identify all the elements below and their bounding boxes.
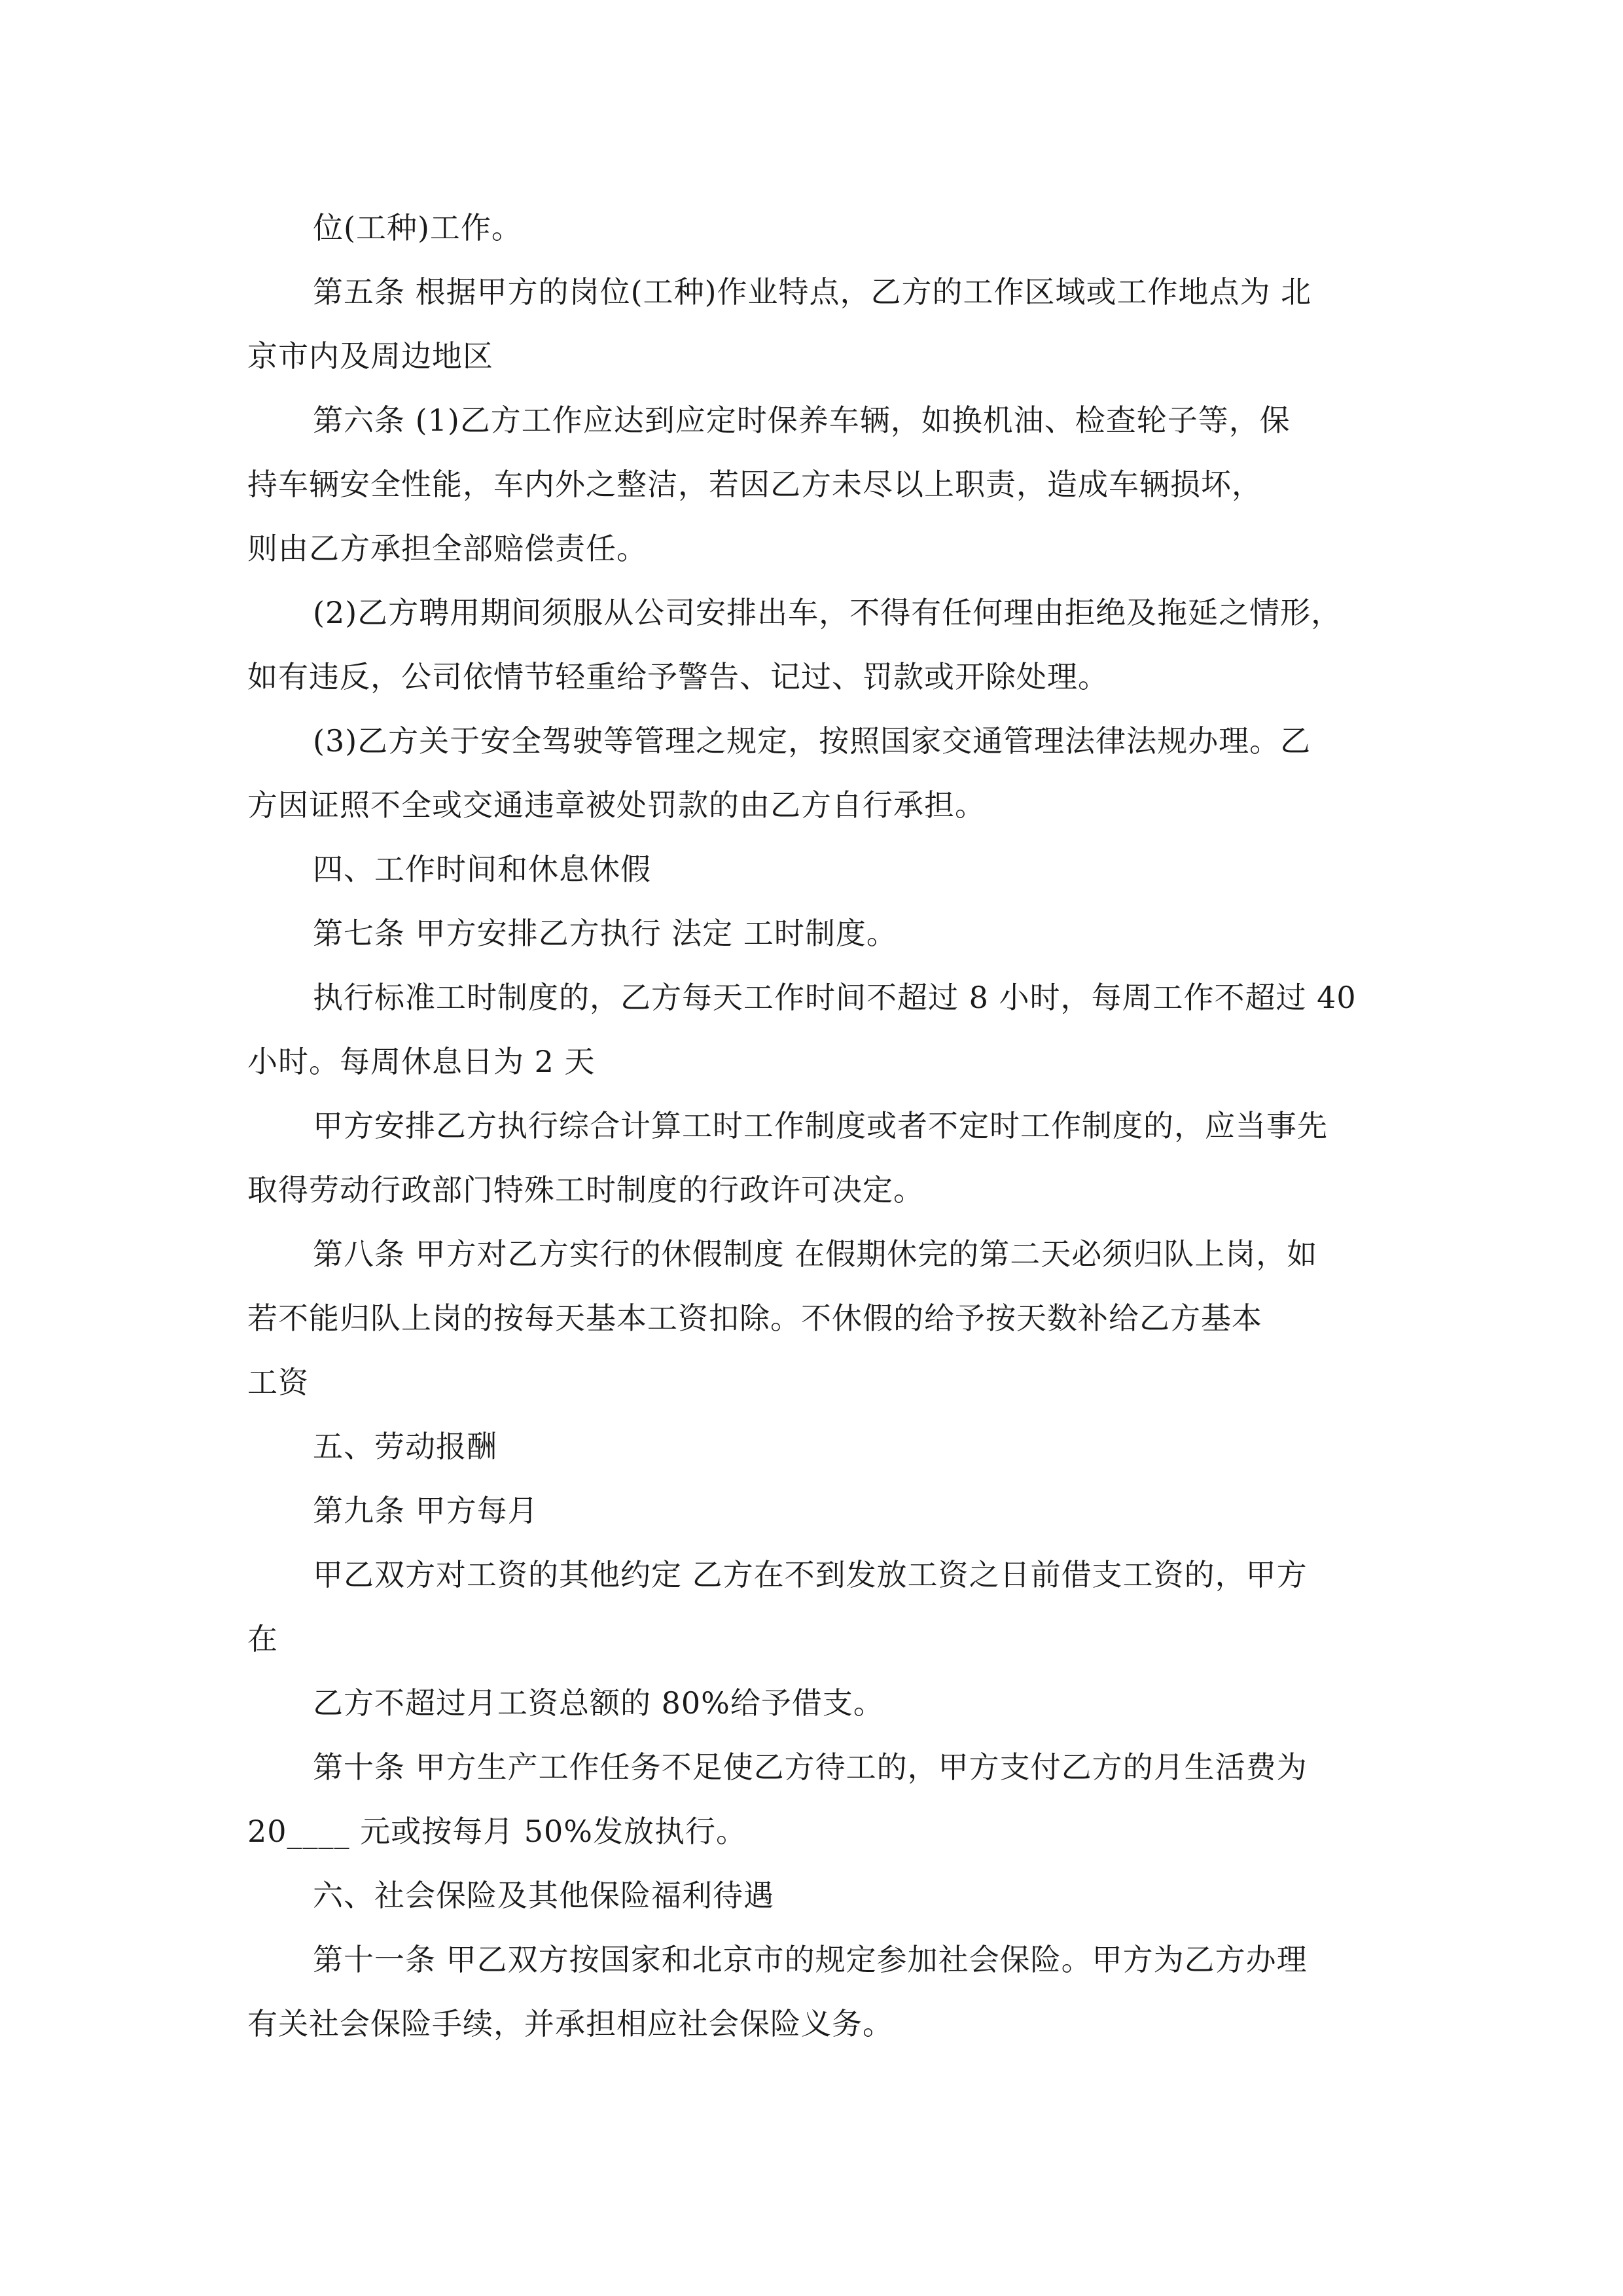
text-line: 则由乙方承担全部赔偿责任。	[247, 531, 647, 566]
text-line: 第六条 (1)乙方工作应达到应定时保养车辆，如换机油、检查轮子等，保	[313, 403, 1291, 438]
text-line: 在	[247, 1621, 278, 1657]
text-line: (3)乙方关于安全驾驶等管理之规定，按照国家交通管理法律法规办理。乙	[313, 723, 1311, 759]
text-line: 工资	[247, 1365, 309, 1400]
text-line: 第十条 甲方生产工作任务不足使乙方待工的，甲方支付乙方的月生活费为	[313, 1749, 1308, 1785]
text-line: 第十一条 甲乙双方按国家和北京市的规定参加社会保险。甲方为乙方办理	[313, 1942, 1308, 1977]
text-line: 小时。每周休息日为 2 天	[247, 1044, 596, 1079]
text-line: 乙方不超过月工资总额的 80%给予借支。	[313, 1685, 884, 1721]
section-heading: 五、劳动报酬	[313, 1429, 497, 1464]
text-line: 20____ 元或按每月 50%发放执行。	[247, 1814, 747, 1849]
text-line: 第九条 甲方每月	[313, 1493, 539, 1528]
text-line: 第八条 甲方对乙方实行的休假制度 在假期休完的第二天必须归队上岗，如	[313, 1236, 1318, 1272]
text-line: 如有违反，公司依情节轻重给予警告、记过、罚款或开除处理。	[247, 659, 1109, 694]
text-line: 甲方安排乙方执行综合计算工时工作制度或者不定时工作制度的，应当事先	[313, 1108, 1328, 1143]
text-line: 京市内及周边地区	[247, 338, 493, 374]
section-heading: 六、社会保险及其他保险福利待遇	[313, 1878, 774, 1913]
section-heading: 四、工作时间和休息休假	[313, 852, 651, 887]
text-line: (2)乙方聘用期间须服从公司安排出车，不得有任何理由拒绝及拖延之情形，	[313, 595, 1342, 630]
text-line: 方因证照不全或交通违章被处罚款的由乙方自行承担。	[247, 787, 986, 823]
text-line: 取得劳动行政部门特殊工时制度的行政许可决定。	[247, 1172, 924, 1208]
text-line: 第七条 甲方安排乙方执行 法定 工时制度。	[313, 916, 897, 951]
text-line: 第五条 根据甲方的岗位(工种)作业特点，乙方的工作区域或工作地点为 北	[313, 274, 1312, 310]
text-line: 若不能归队上岗的按每天基本工资扣除。不休假的给予按天数补给乙方基本	[247, 1300, 1262, 1336]
text-line: 有关社会保险手续，并承担相应社会保险义务。	[247, 2006, 893, 2041]
text-line: 位(工种)工作。	[313, 210, 522, 245]
text-line: 持车辆安全性能，车内外之整洁，若因乙方未尽以上职责，造成车辆损坏，	[247, 467, 1262, 502]
text-line: 甲乙双方对工资的其他约定 乙方在不到发放工资之日前借支工资的，甲方	[313, 1557, 1308, 1592]
text-line: 执行标准工时制度的，乙方每天工作时间不超过 8 小时，每周工作不超过 40	[313, 980, 1357, 1015]
